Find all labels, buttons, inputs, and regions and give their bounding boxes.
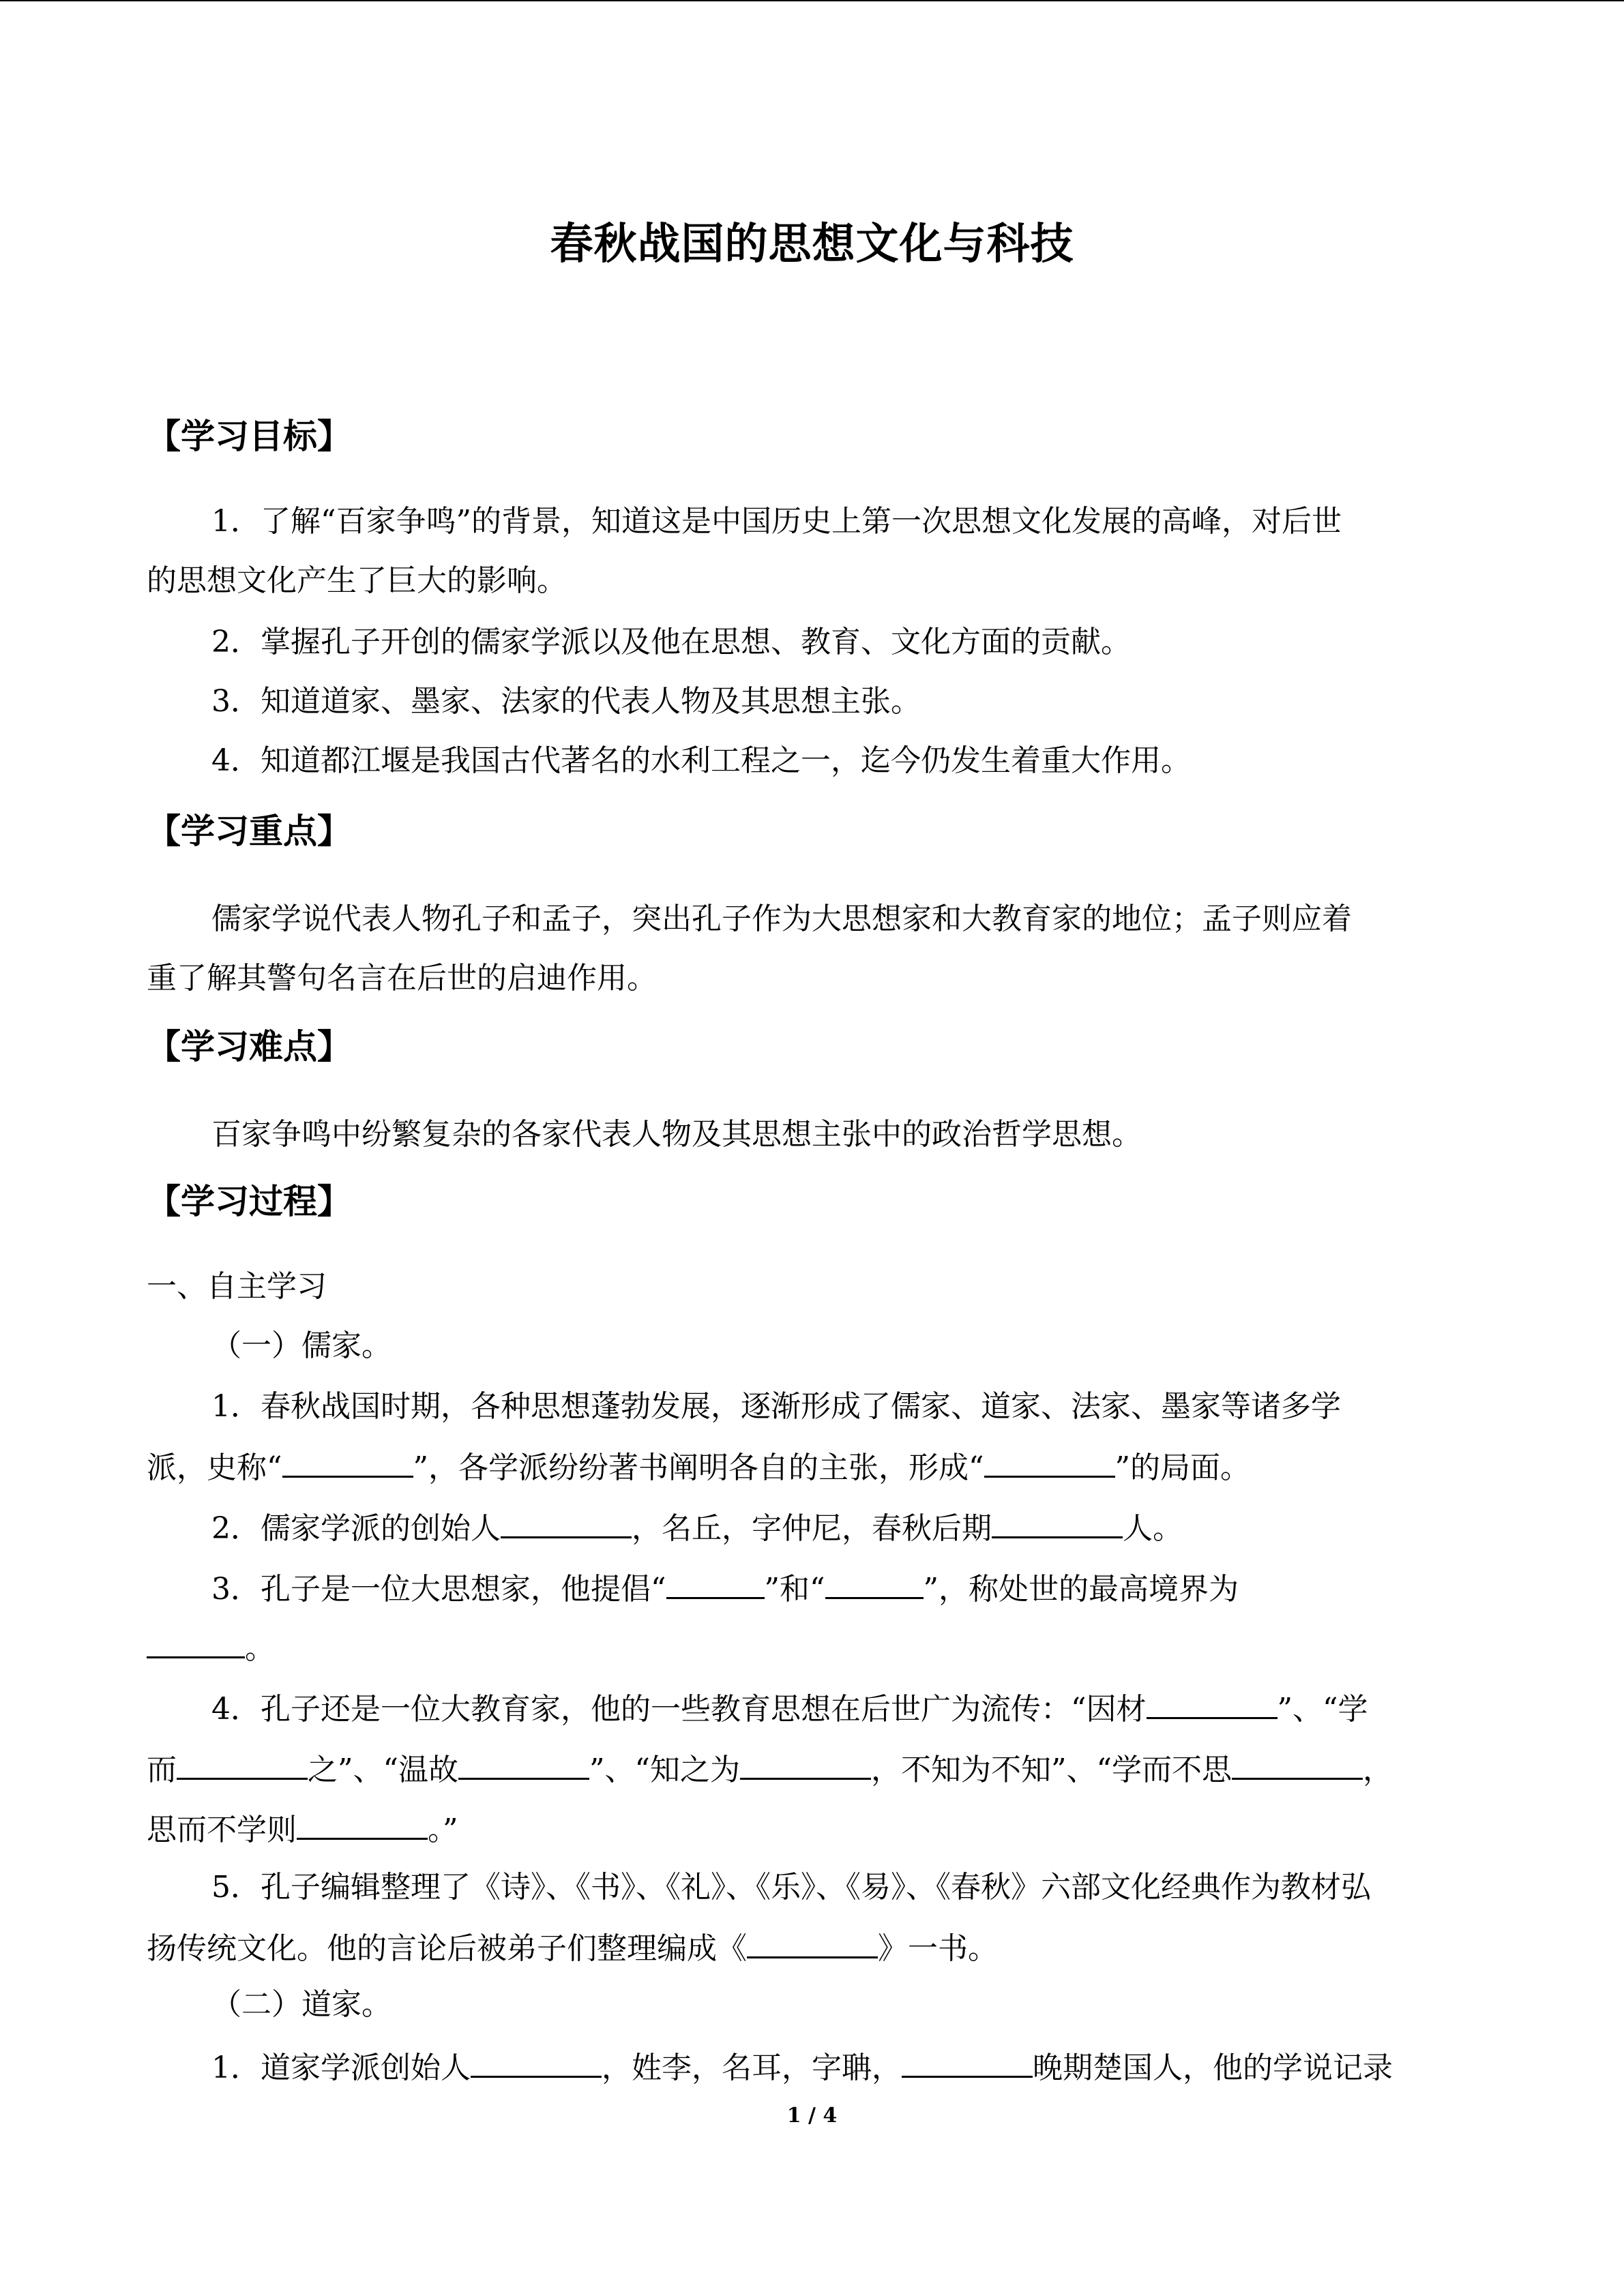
text: 1．道家学派创始人 bbox=[211, 2051, 471, 2085]
fill-blank[interactable] bbox=[458, 1748, 589, 1780]
fill-blank[interactable] bbox=[1232, 1748, 1363, 1780]
fill-blank[interactable] bbox=[992, 1506, 1123, 1538]
fill-blank[interactable] bbox=[666, 1567, 765, 1599]
fill-blank[interactable] bbox=[501, 1506, 632, 1538]
text: ”、“知之为 bbox=[589, 1753, 740, 1787]
objective-1: 1．了解“百家争鸣”的背景，知道这是中国历史上第一次思想文化发展的高峰，对后世 bbox=[211, 504, 1342, 539]
text: ”，称处世的最高境界为 bbox=[923, 1572, 1239, 1607]
fill-blank[interactable] bbox=[147, 1626, 245, 1658]
text: 而 bbox=[147, 1753, 177, 1787]
confucian-q3-line-2 bbox=[147, 1626, 275, 1669]
text: 派，史称“ bbox=[147, 1450, 282, 1485]
objective-1-cont: 的思想文化产生了巨大的影响。 bbox=[147, 563, 567, 598]
confucian-q4-line-1 bbox=[211, 1687, 1368, 1730]
text: ”，各学派纷纷著书阐明各自的主张，形成“ bbox=[413, 1450, 984, 1485]
objective-4: 4．知道都江堰是我国古代著名的水利工程之一，迄今仍发生着重大作用。 bbox=[211, 743, 1191, 778]
confucian-q5-line-1: 5．孔子编辑整理了《诗》、《书》、《礼》、《乐》、《易》、《春秋》六部文化经典作为教材弘 bbox=[211, 1870, 1371, 1905]
confucian-q5-line-2 bbox=[147, 1926, 998, 1969]
text: 思而不学则 bbox=[147, 1813, 297, 1847]
text: 之”、“温故 bbox=[308, 1753, 458, 1787]
key-points-line-2: 重了解其警句名言在后世的启迪作用。 bbox=[147, 961, 657, 996]
objective-3: 3．知道道家、墨家、法家的代表人物及其思想主张。 bbox=[211, 684, 921, 719]
text: 3．孔子是一位大思想家，他提倡“ bbox=[211, 1572, 666, 1607]
fill-blank[interactable] bbox=[282, 1446, 413, 1478]
confucian-q3-line-1 bbox=[211, 1567, 1239, 1610]
section-heading-difficulties: 【学习难点】 bbox=[147, 1026, 351, 1067]
page-number: 1 / 4 bbox=[786, 2104, 838, 2128]
text: ，不知为不知”、“学而不思 bbox=[871, 1753, 1232, 1787]
text: 4．孔子还是一位大教育家，他的一些教育思想在后世广为流传：“因材 bbox=[211, 1692, 1147, 1727]
confucian-q2 bbox=[211, 1506, 1183, 1549]
text: 。 bbox=[245, 1631, 275, 1666]
fill-blank[interactable] bbox=[984, 1446, 1115, 1478]
section-heading-objectives: 【学习目标】 bbox=[147, 416, 351, 456]
part-self-study: 一、自主学习 bbox=[147, 1269, 327, 1304]
fill-blank[interactable] bbox=[825, 1567, 924, 1599]
key-points-line-1: 儒家学说代表人物孔子和孟子，突出孔子作为大思想家和大教育家的地位；孟子则应着 bbox=[211, 901, 1352, 936]
section-heading-key-points: 【学习重点】 bbox=[147, 811, 351, 851]
text: 。” bbox=[428, 1813, 458, 1847]
fill-blank[interactable] bbox=[471, 2046, 602, 2078]
objective-2: 2．掌握孔子开创的儒家学派以及他在思想、教育、文化方面的贡献。 bbox=[211, 625, 1131, 659]
text: 晚期楚国人，他的学说记录 bbox=[1033, 2051, 1393, 2085]
confucian-q4-line-2 bbox=[147, 1748, 1393, 1791]
text: 人。 bbox=[1123, 1511, 1183, 1546]
confucian-q1-line-1: 1．春秋战国时期，各种思想蓬勃发展，逐渐形成了儒家、道家、法家、墨家等诸多学 bbox=[211, 1389, 1341, 1424]
fill-blank[interactable] bbox=[747, 1926, 878, 1958]
text: 》一书。 bbox=[878, 1931, 998, 1966]
text: ”、“学 bbox=[1277, 1692, 1368, 1727]
taoist-q1-line-1 bbox=[211, 2046, 1393, 2089]
text: ，名丘，字仲尼，春秋后期 bbox=[632, 1511, 992, 1546]
fill-blank[interactable] bbox=[297, 1808, 428, 1840]
fill-blank[interactable] bbox=[740, 1748, 871, 1780]
confucian-q4-line-3 bbox=[147, 1808, 458, 1851]
text: ，姓李，名耳，字聃， bbox=[602, 2051, 902, 2085]
text: 2．儒家学派的创始人 bbox=[211, 1511, 501, 1546]
difficulties-line-1: 百家争鸣中纷繁复杂的各家代表人物及其思想主张中的政治哲学思想。 bbox=[211, 1117, 1142, 1152]
text: 扬传统文化。他的言论后被弟子们整理编成《 bbox=[147, 1931, 747, 1966]
text: ”的局面。 bbox=[1114, 1450, 1250, 1485]
taoist-heading: （二）道家。 bbox=[211, 1987, 392, 2022]
fill-blank[interactable] bbox=[177, 1748, 308, 1780]
fill-blank[interactable] bbox=[902, 2046, 1033, 2078]
confucian-heading: （一）儒家。 bbox=[211, 1328, 392, 1363]
text: ， bbox=[1363, 1753, 1393, 1787]
fill-blank[interactable] bbox=[1147, 1687, 1278, 1719]
page-title: 春秋战国的思想文化与科技 bbox=[550, 218, 1074, 269]
text: ”和“ bbox=[764, 1572, 825, 1607]
section-heading-process: 【学习过程】 bbox=[147, 1181, 351, 1221]
confucian-q1-line-2 bbox=[147, 1446, 1250, 1489]
